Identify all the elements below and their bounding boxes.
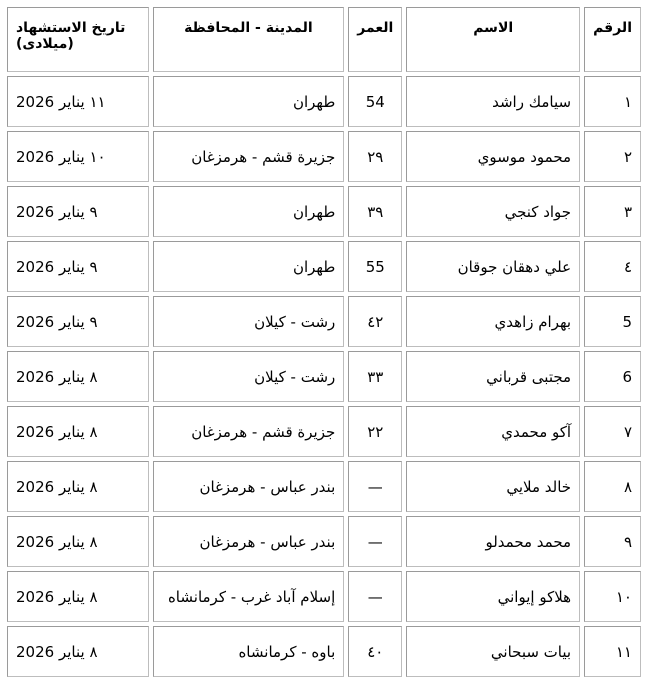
cell-date: ٩ يناير 2026 (7, 186, 149, 237)
header-age: العمر (348, 7, 402, 72)
cell-num: ١٠ (584, 571, 641, 622)
cell-num: 6 (584, 351, 641, 402)
cell-name: مجتبى قرباني (406, 351, 580, 402)
cell-city: جزيرة قشم - هرمزغان (153, 406, 345, 457)
cell-name: محمود موسوي (406, 131, 580, 182)
table-row (7, 461, 641, 512)
cell-date: ٨ يناير 2026 (7, 406, 149, 457)
cell-city: بندر عباس - هرمزغان (153, 461, 345, 512)
cell-age: ٣٩ (348, 186, 402, 237)
header-date: تاريخ الاستشهاد (ميلادى) (7, 7, 149, 72)
table-header-row (7, 7, 641, 72)
cell-name: علي دهقان جوقان (406, 241, 580, 292)
cell-date: ١٠ يناير 2026 (7, 131, 149, 182)
cell-age: — (348, 461, 402, 512)
cell-num: ١١ (584, 626, 641, 677)
cell-city: رشت - كيلان (153, 351, 345, 402)
header-num: الرقم (584, 7, 641, 72)
table-row (7, 76, 641, 127)
table-row (7, 186, 641, 237)
cell-name: بهرام زاهدي (406, 296, 580, 347)
cell-age: ٤٢ (348, 296, 402, 347)
cell-city: طهران (153, 186, 345, 237)
table-row (7, 241, 641, 292)
cell-name: سيامك راشد (406, 76, 580, 127)
cell-city: باوه - كرمانشاه (153, 626, 345, 677)
header-name: الاسم (406, 7, 580, 72)
cell-date: ٨ يناير 2026 (7, 516, 149, 567)
cell-date: ٩ يناير 2026 (7, 296, 149, 347)
cell-num: ٧ (584, 406, 641, 457)
cell-city: بندر عباس - هرمزغان (153, 516, 345, 567)
cell-date: ٨ يناير 2026 (7, 351, 149, 402)
cell-date: ٨ يناير 2026 (7, 626, 149, 677)
cell-num: 5 (584, 296, 641, 347)
cell-city: رشت - كيلان (153, 296, 345, 347)
cell-age: ٢٢ (348, 406, 402, 457)
cell-city: طهران (153, 241, 345, 292)
cell-name: بيات سبحاني (406, 626, 580, 677)
table-row (7, 351, 641, 402)
table-row (7, 406, 641, 457)
table-row (7, 131, 641, 182)
cell-num: ٣ (584, 186, 641, 237)
table-row (7, 296, 641, 347)
table-row (7, 626, 641, 677)
table-row (7, 571, 641, 622)
cell-num: ٨ (584, 461, 641, 512)
cell-date: ٨ يناير 2026 (7, 461, 149, 512)
cell-age: ٢٩ (348, 131, 402, 182)
cell-date: ١١ يناير 2026 (7, 76, 149, 127)
table-body (7, 76, 641, 677)
cell-date: ٩ يناير 2026 (7, 241, 149, 292)
cell-name: محمد محمدلو (406, 516, 580, 567)
cell-num: ٤ (584, 241, 641, 292)
header-city: المدينة - المحافظة (153, 7, 345, 72)
martyrs-table (3, 3, 645, 681)
cell-name: جواد كنجي (406, 186, 580, 237)
cell-city: إسلام آباد غرب - كرمانشاه (153, 571, 345, 622)
cell-date: ٨ يناير 2026 (7, 571, 149, 622)
cell-age: 54 (348, 76, 402, 127)
cell-name: خالد ملايي (406, 461, 580, 512)
table-row (7, 516, 641, 567)
cell-age: ٣٣ (348, 351, 402, 402)
cell-num: ٢ (584, 131, 641, 182)
cell-age: — (348, 516, 402, 567)
cell-num: ١ (584, 76, 641, 127)
cell-age: ٤٠ (348, 626, 402, 677)
cell-name: هلاكو إيواني (406, 571, 580, 622)
cell-city: طهران (153, 76, 345, 127)
cell-city: جزيرة قشم - هرمزغان (153, 131, 345, 182)
cell-age: — (348, 571, 402, 622)
cell-age: 55 (348, 241, 402, 292)
cell-num: ٩ (584, 516, 641, 567)
cell-name: آكو محمدي (406, 406, 580, 457)
